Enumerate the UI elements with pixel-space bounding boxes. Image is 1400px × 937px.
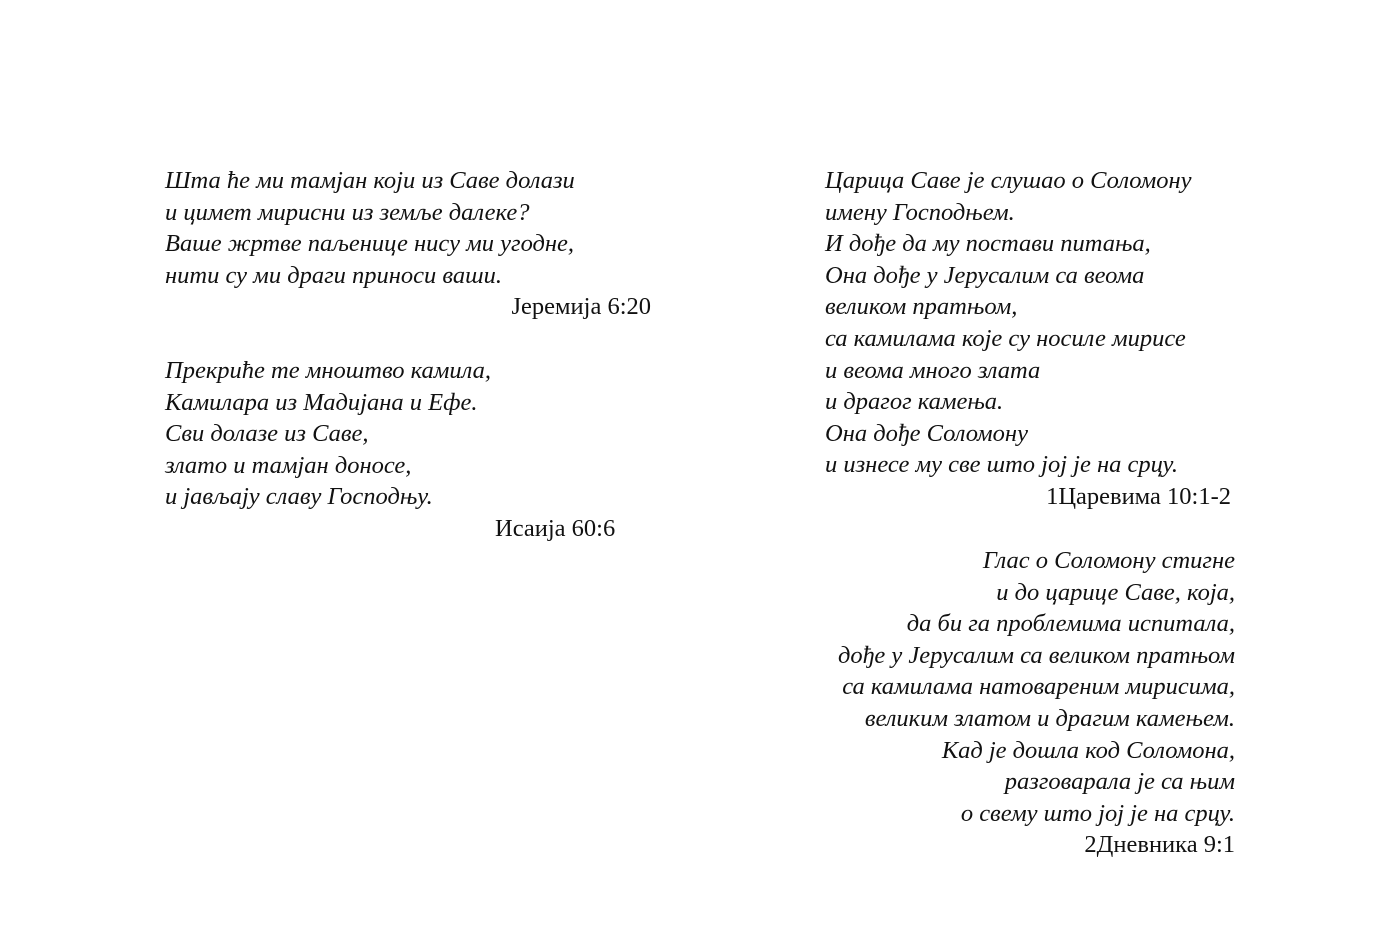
passage-jeremiah <box>165 165 655 323</box>
verse-line: Шта ће ми тамјан који из Саве долази <box>165 167 575 194</box>
verse-line: Царица Саве је слушао о Соломону <box>825 167 1192 194</box>
verse-line: дође у Јерусалим са великом пратњом <box>837 641 1235 669</box>
verse-line: Она дође Соломону <box>825 419 1028 447</box>
scripture-reference: Исаија 60:6 <box>495 514 616 542</box>
verse-line: и јављају славу Господњу. <box>165 483 433 511</box>
verse-line: злато и тамјан доносе, <box>165 451 412 479</box>
passage-2-chronicles <box>735 545 1235 861</box>
scripture-reference: Јеремија 6:20 <box>511 293 651 321</box>
verse-line: и изнесе му све што јој је на срцу. <box>825 451 1178 479</box>
scripture-reference: 2Дневника 9:1 <box>1084 831 1235 859</box>
verse-line: великим златом и драгим камењем. <box>864 704 1235 732</box>
verse-line: о свему што јој је на срцу. <box>960 799 1235 827</box>
verse-line: разговарала је са њим <box>1004 768 1235 796</box>
verse-line: Прекриће те мноштво камила, <box>165 357 491 384</box>
passage-1-kings <box>825 165 1245 513</box>
scripture-reference: 1Царевима 10:1-2 <box>1046 482 1231 510</box>
verse-line: Сви долазе из Саве, <box>165 420 369 448</box>
verse-line: Кад је дошла код Соломона, <box>941 736 1235 764</box>
verse-line: да би га проблемима испитала, <box>906 610 1235 638</box>
passage-isaiah <box>165 355 655 545</box>
verse-line: и цимет мирисни из земље далеке? <box>165 198 530 226</box>
verse-line: и до царице Саве, која, <box>996 578 1235 606</box>
verse-line: и драгог камења. <box>825 388 1004 416</box>
verse-line: са камилама које су носиле мирисе <box>825 324 1186 352</box>
verse-line: Глас о Соломону стигне <box>982 547 1235 574</box>
verse-line: нити су ми драги приноси ваши. <box>165 261 503 289</box>
verse-line: великом пратњом, <box>825 293 1018 321</box>
verse-line: Камилара из Мадијана и Ефе. <box>165 388 478 416</box>
verse-line: имену Господњем. <box>825 198 1015 226</box>
verse-line: са камилама натовареним мирисима, <box>842 673 1235 701</box>
verse-line: Ваше жртве паљенице нису ми угодне, <box>165 230 575 258</box>
verse-line: Она дође у Јерусалим са веома <box>825 261 1145 289</box>
verse-line: и веома много злата <box>825 356 1041 384</box>
verse-line: И дође да му постави питања, <box>825 230 1151 258</box>
